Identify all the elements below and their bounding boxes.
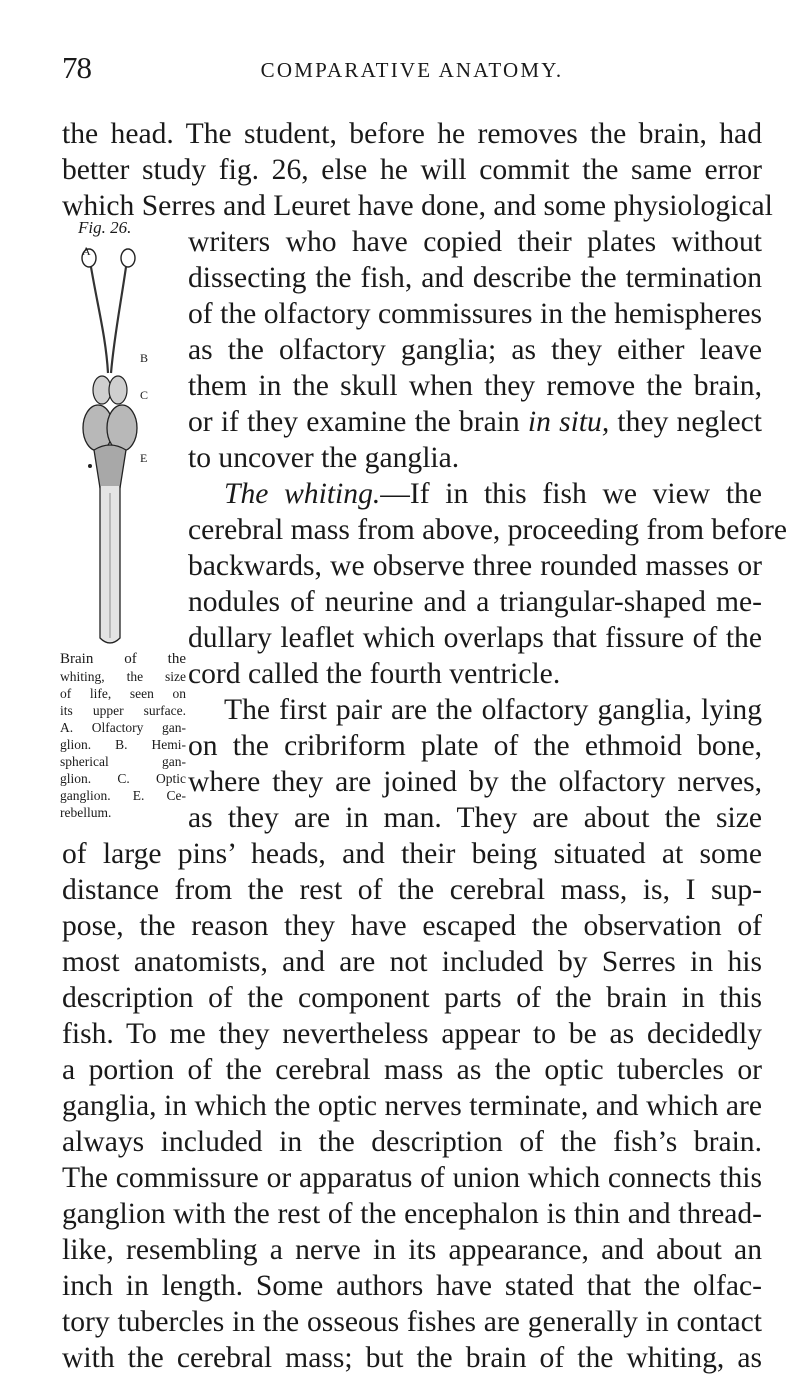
caption-line: Brain of the (60, 651, 186, 667)
hemisphere-right (109, 376, 127, 404)
text-line: to uncover the ganglia. (188, 442, 460, 474)
text-line: cerebral mass from above, proceeding from before (188, 514, 787, 546)
text-line (188, 404, 762, 440)
figure-letter-b: B (140, 351, 149, 365)
text-line: ganglia, in which the optic nerves terminate, and which are (62, 1090, 762, 1122)
figure-caption (60, 651, 186, 821)
page-number: 78 (62, 50, 91, 85)
section-heading: The whiting. (224, 478, 381, 510)
caption-line: glion. C. Optic (60, 771, 186, 786)
caption-line: A. Olfactory gan- (60, 720, 186, 735)
text-line: tory tubercles in the osseous fishes are generally in contact (62, 1306, 762, 1338)
olfactory-ganglion-right (121, 249, 135, 267)
text-line: fish. To me they nevertheless appear to be as decidedly (62, 1018, 762, 1050)
text-line: as the olfactory ganglia; as they either leave (188, 334, 762, 366)
brain-illustration (60, 218, 186, 658)
running-head: COMPARATIVE ANATOMY. (260, 58, 564, 82)
text-line: inch in length. Some authors have stated that the olfac- (62, 1270, 762, 1302)
text-line: with the cerebral mass; but the brain of the whiting, as (62, 1342, 762, 1374)
text-line: The first pair are the olfactory ganglia, lying (224, 694, 762, 726)
caption-line: of life, seen on (60, 686, 186, 701)
text-line: like, resembling a nerve in its appearance, and about an (62, 1234, 762, 1266)
text-span: —If in this fish we view the (380, 478, 762, 510)
text-line: better study fig. 26, else he will commit the same error (62, 154, 762, 186)
text-line: where they are joined by the olfactory nerves, (188, 766, 762, 798)
text-line: ganglion with the rest of the encephalon is thin and thread- (62, 1198, 762, 1230)
page-header (62, 50, 762, 100)
text-line: always included in the description of the fish’s brain. (62, 1126, 762, 1158)
text-line: of large pins’ heads, and their being situated at some (62, 838, 762, 870)
text-line: which Serres and Leuret have done, and some physiological (62, 190, 773, 222)
text-line: them in the skull when they remove the brain, (188, 370, 762, 402)
text-span: or if they examine the brain (188, 406, 528, 438)
text-line: cord called the fourth ventricle. (188, 658, 561, 690)
text-line: description of the component parts of the brain in this (62, 982, 762, 1014)
italic-span: in situ, (527, 406, 610, 438)
text-line: on the cribriform plate of the ethmoid bone, (188, 730, 762, 762)
text-line: most anatomists, and are not included by Serres in his (62, 946, 762, 978)
figure-label: Fig. 26. (78, 218, 132, 237)
text-line: The commissure or apparatus of union which connects this (62, 1162, 762, 1194)
text-span: they neglect (609, 406, 762, 438)
caption-line: ganglion. E. Ce- (60, 788, 186, 803)
caption-line: glion. B. Hemi- (60, 737, 186, 752)
text-line: of the olfactory commissures in the hemispheres (188, 298, 762, 330)
caption-line: whiting, the size (60, 669, 186, 684)
caption-line: its upper surface. (60, 703, 186, 718)
olfactory-commissure-left (91, 267, 108, 373)
caption-line: spherical gan- (60, 754, 186, 769)
text-line: as they are in man. They are about the size (188, 802, 762, 834)
text-line: dissecting the fish, and describe the termination (188, 262, 762, 294)
text-line: nodules of neurine and a triangular-shaped me- (188, 586, 762, 618)
optic-lobe-right (107, 405, 137, 451)
text-line (188, 476, 762, 512)
text-line: the head. The student, before he removes the brain, had (62, 118, 762, 150)
text-line: pose, the reason they have escaped the observation of (62, 910, 762, 942)
hemisphere-left (93, 376, 111, 404)
figure-letter-e: E (140, 451, 148, 465)
figure-26 (60, 218, 186, 663)
figure-letter-c: C (140, 388, 149, 402)
text-line: distance from the rest of the cerebral mass, is, I sup- (62, 874, 762, 906)
text-line: a portion of the cerebral mass as the optic tubercles or (62, 1054, 762, 1086)
caption-line: rebellum. (60, 805, 112, 820)
text-line: dullary leaflet which overlaps that fissure of the (188, 622, 762, 654)
olfactory-commissure-right (111, 267, 126, 373)
text-line: writers who have copied their plates without (188, 226, 762, 258)
text-line: backwards, we observe three rounded masses or (188, 550, 762, 582)
figure-letter-a: A (82, 244, 91, 258)
